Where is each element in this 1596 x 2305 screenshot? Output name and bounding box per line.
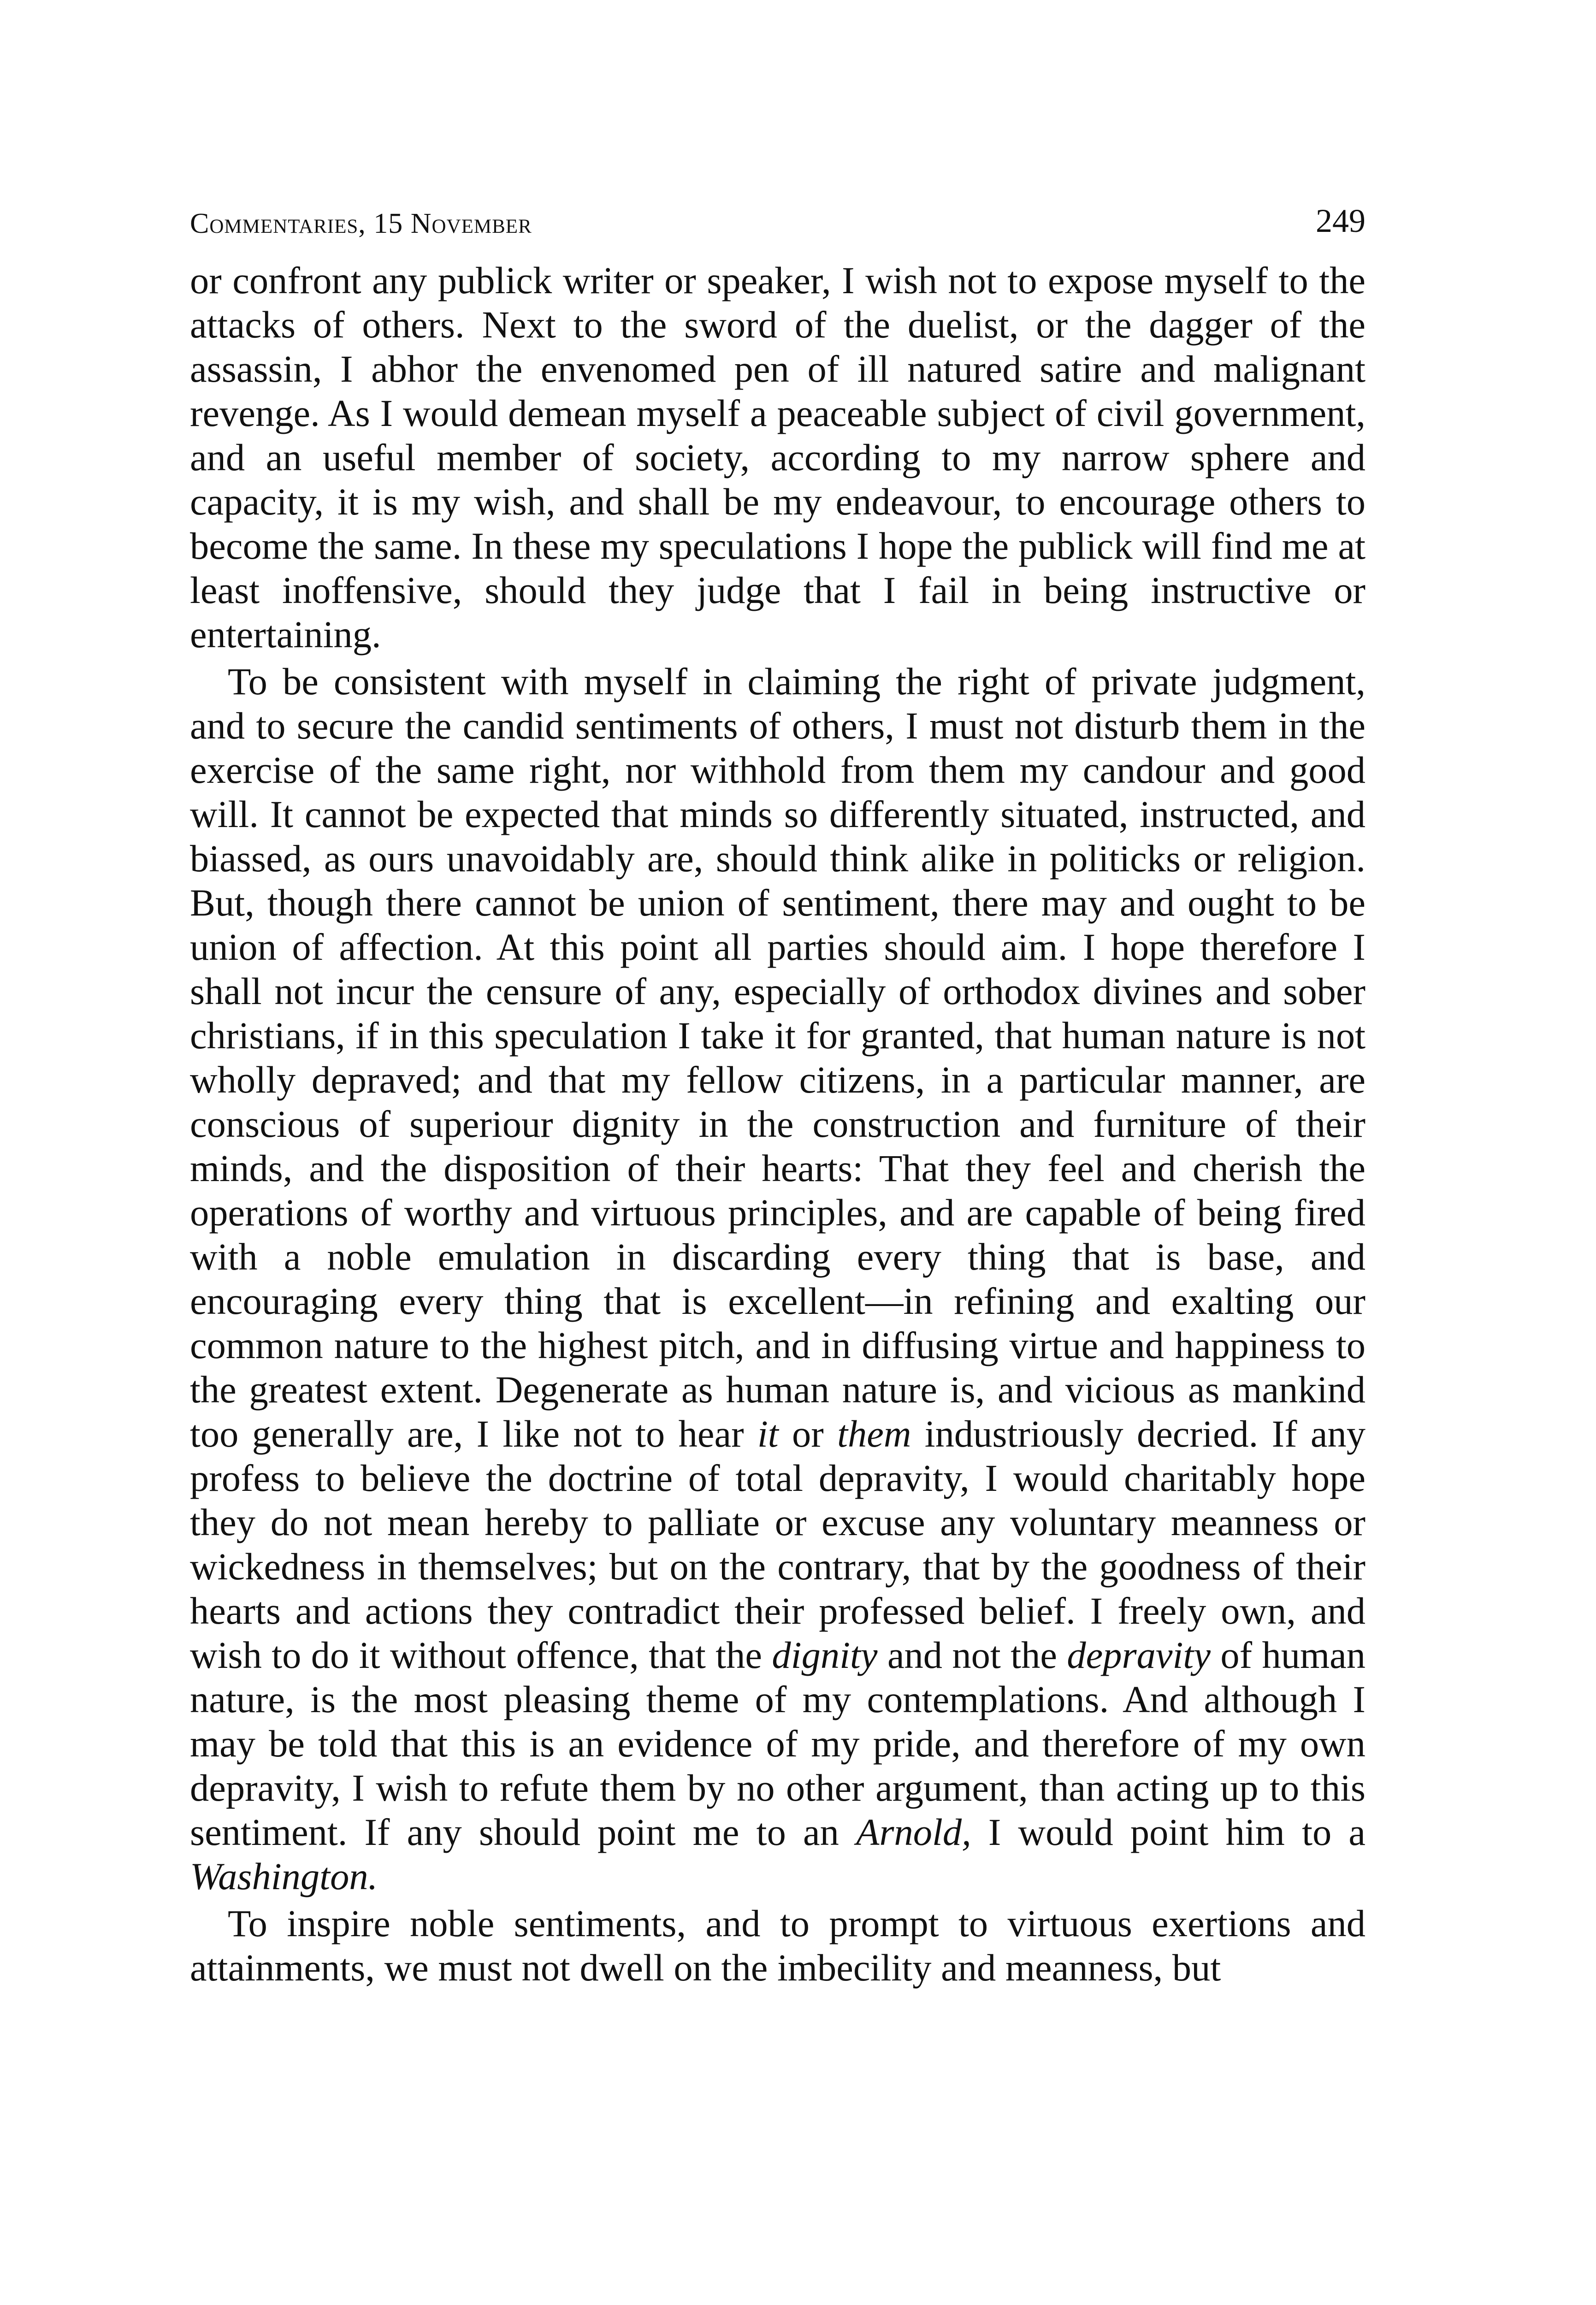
text-segment: To inspire noble sentiments, and to prompt to virtuous exertions and attainments, we must not dwell on the imbecility and meanness, but <box>190 1902 1365 1989</box>
text-segment: To be consistent with myself in claiming the right of private judgment, and to secure the candid sentiments of others, I must not disturb them in the exercise of the same right, nor withhold from them my candour and good will. It cannot be expected that minds so differently situated, instructed, and biassed, as ours unavoidably are, should think alike in politicks or religion. But, though there cannot be union of sentiment, there may and ought to be union of affection. At this point all parties should aim. I hope therefore I shall not incur the censure of any, especially of orthodox divines and sober christians, if in this speculation I take it for granted, that human nature is not wholly depraved; and that my fellow citizens, in a particular manner, are conscious of superiour dignity in the construction and furniture of their minds, and the disposition of their hearts: That they feel and cherish the operations of worthy and virtuous principles, and are capable of being fired with a noble emulation in discarding every thing that is base, and encouraging every thing that is excellent—in refining and exalting our common nature to the highest pitch, and in diffusing virtue and happiness to the greatest extent. Degenerate as human nature is, and vicious as mankind too generally are, I like not to hear <box>190 660 1365 1455</box>
italic-text-segment: it <box>757 1413 779 1455</box>
italic-text-segment: Arnold, <box>856 1811 971 1853</box>
paragraph <box>190 659 1365 1898</box>
text-segment: I would point him to a <box>971 1811 1365 1853</box>
book-page <box>190 198 1365 1990</box>
italic-text-segment: depravity <box>1067 1634 1211 1676</box>
running-head <box>190 198 1365 254</box>
text-segment: or confront any publick writer or speaker, I wish not to expose myself to the attacks of others. Next to the sword of the duelist, or the dagger of the assassin, I abhor the envenomed pen of ill natured satire and malignant revenge. As I would demean myself a peaceable subject of civil government, and an useful member of society, according to my narrow sphere and capacity, it is my wish, and shall be my endeavour, to encourage others to become the same. In these my speculations I hope the publick will find me at least inoffensive, should they judge that I fail in being instructive or entertaining. <box>190 259 1365 656</box>
text-segment: industriously decried. If any profess to believe the doctrine of total depravity, I would charitably hope they do not mean hereby to palliate or excuse any voluntary meanness or wickedness in themselves; but on the contrary, that by the goodness of their hearts and actions they contradict their professed belief. I freely own, and wish to do it without offence, that the <box>190 1413 1365 1676</box>
italic-text-segment: them <box>837 1413 911 1455</box>
page-number: 249 <box>1316 202 1365 239</box>
running-head-title: Commentaries, 15 November <box>190 208 532 239</box>
italic-text-segment: dignity <box>772 1634 878 1676</box>
paragraph <box>190 1901 1365 1990</box>
body-text <box>190 258 1365 1990</box>
text-segment: of human nature, is the most pleasing theme of my contemplations. And although I may be told that this is an evidence of my pride, and therefore of my own depravity, I wish to refute them by no other argument, than acting up to this sentiment. If any should point me to an <box>190 1634 1365 1853</box>
text-segment: or <box>778 1413 838 1455</box>
paragraph-continued <box>190 258 1365 656</box>
italic-text-segment: Washington. <box>190 1855 378 1897</box>
text-segment: and not the <box>877 1634 1067 1676</box>
